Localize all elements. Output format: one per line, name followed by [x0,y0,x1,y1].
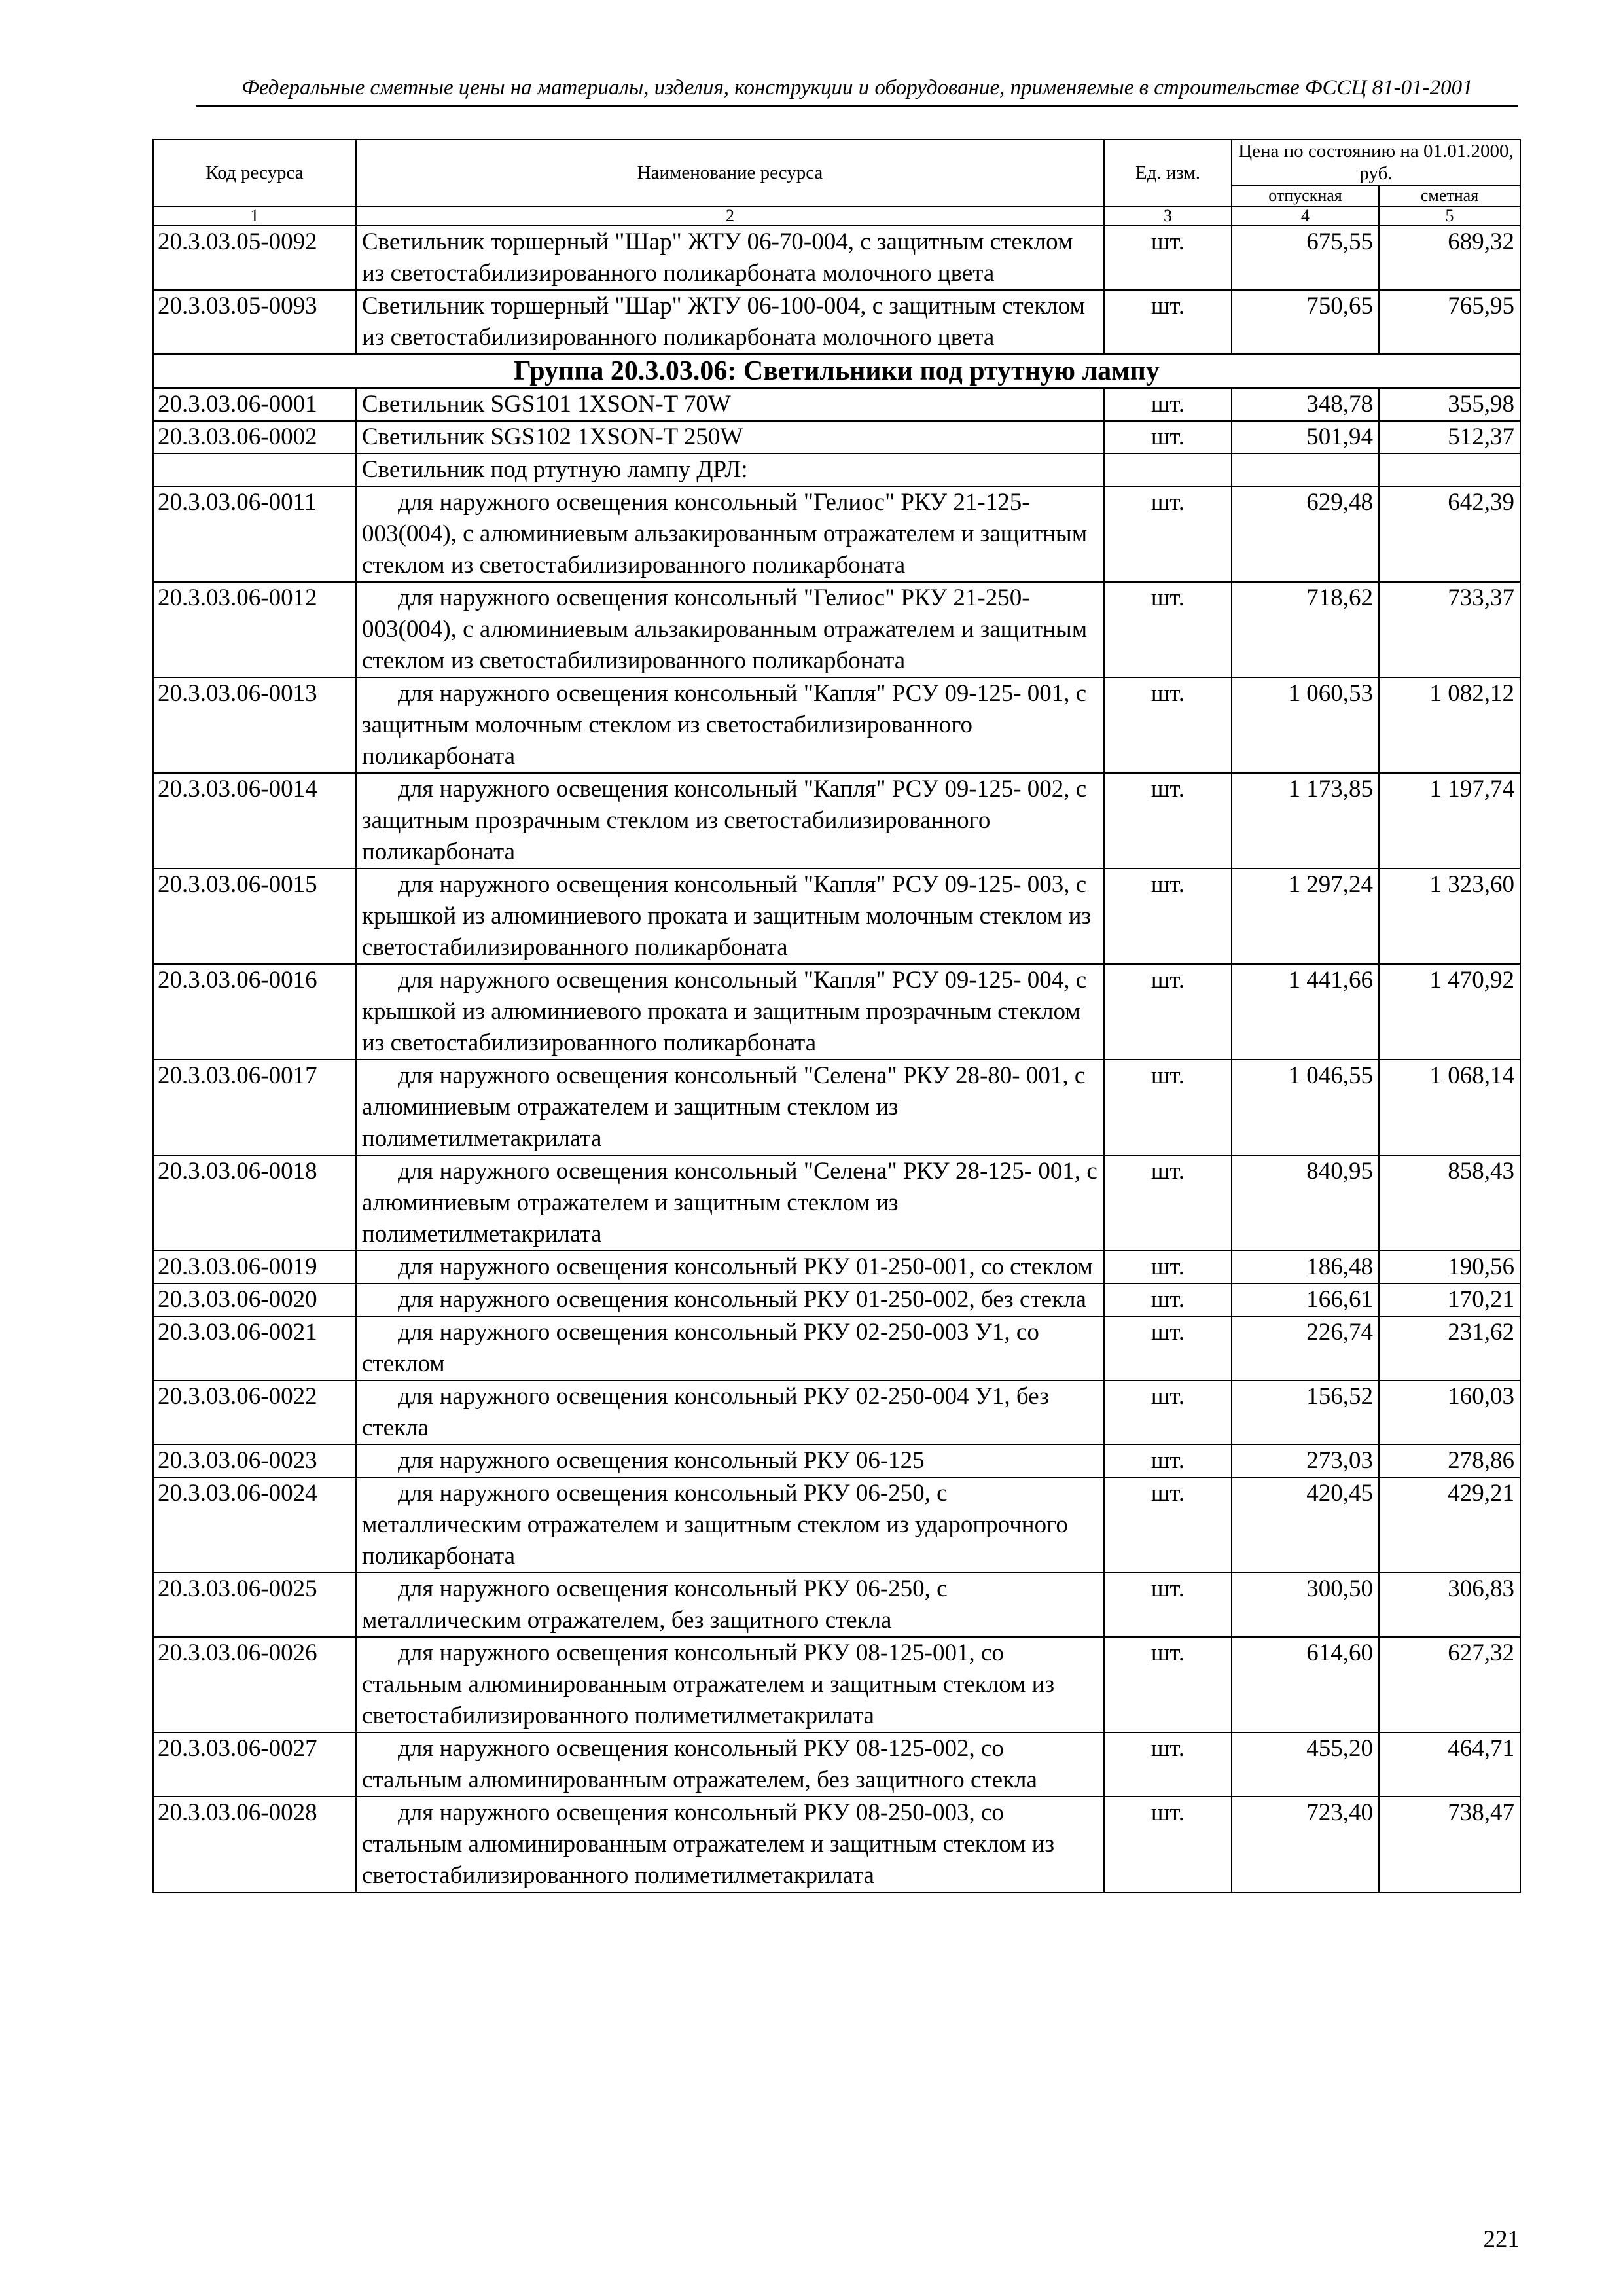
table-row [153,388,1520,421]
price-estimate: 306,83 [1379,1573,1520,1637]
table-row [153,964,1520,1060]
table-row [153,1283,1520,1316]
empty-cell [1232,454,1379,486]
page-number: 221 [1483,2226,1520,2253]
price-estimate: 1 323,60 [1379,869,1520,964]
resource-code: 20.3.03.05-0092 [153,226,356,290]
table-row [153,1251,1520,1283]
resource-code: 20.3.03.06-0012 [153,582,356,677]
table-header-row [153,139,1520,185]
resource-code: 20.3.03.06-0020 [153,1283,356,1316]
resource-name: для наружного освещения консольный РКУ 08-250-003, со стальным алюминированным отражателем и защитным стеклом из светостабилизированного полиметилметакрилата [356,1797,1104,1892]
table-row [153,1797,1520,1892]
price-release: 300,50 [1232,1573,1379,1637]
price-release: 629,48 [1232,486,1379,582]
price-release: 1 441,66 [1232,964,1379,1060]
price-release: 675,55 [1232,226,1379,290]
resource-name: для наружного освещения консольный "Гелиос" РКУ 21-250- 003(004), с алюминиевым альзакированным отражателем и защитным стеклом из светостабилизированного поликарбоната [356,582,1104,677]
price-release: 455,20 [1232,1732,1379,1797]
column-number: 2 [356,206,1104,226]
resource-name: для наружного освещения консольный РКУ 02-250-004 У1, без стекла [356,1380,1104,1444]
price-estimate: 738,47 [1379,1797,1520,1892]
price-release: 1 046,55 [1232,1060,1379,1155]
resource-code: 20.3.03.06-0013 [153,677,356,773]
resource-code: 20.3.03.06-0016 [153,964,356,1060]
empty-cell [1379,454,1520,486]
price-estimate: 858,43 [1379,1155,1520,1251]
price-estimate: 1 197,74 [1379,773,1520,869]
resource-code: 20.3.03.06-0015 [153,869,356,964]
resource-unit: шт. [1104,1316,1232,1380]
price-estimate: 733,37 [1379,582,1520,677]
resource-name: для наружного освещения консольный РКУ 06-250, с металлическим отражателем, без защитного стекла [356,1573,1104,1637]
table-row [153,1155,1520,1251]
column-number: 1 [153,206,356,226]
column-number: 3 [1104,206,1232,226]
resource-code: 20.3.03.06-0026 [153,1637,356,1732]
resource-name: для наружного освещения консольный РКУ 08-125-001, со стальным алюминированным отражателем и защитным стеклом из светостабилизированного полиметилметакрилата [356,1637,1104,1732]
resource-unit: шт. [1104,388,1232,421]
price-release: 718,62 [1232,582,1379,677]
table-row [153,1573,1520,1637]
resource-name: для наружного освещения консольный "Капля" РСУ 09-125- 004, с крышкой из алюминиевого проката и защитным прозрачным стеклом из светостабилизированного поликарбоната [356,964,1104,1060]
resource-unit: шт. [1104,486,1232,582]
price-release: 1 297,24 [1232,869,1379,964]
table-row [153,1477,1520,1573]
resource-name: для наружного освещения консольный РКУ 01-250-002, без стекла [356,1283,1104,1316]
price-release: 166,61 [1232,1283,1379,1316]
resource-name: для наружного освещения консольный РКУ 06-125 [356,1444,1104,1477]
subheading-text: Светильник под ртутную лампу ДРЛ: [356,454,1104,486]
resource-name: для наружного освещения консольный РКУ 01-250-001, со стеклом [356,1251,1104,1283]
resource-unit: шт. [1104,1573,1232,1637]
table-row [153,1732,1520,1797]
table-row [153,1060,1520,1155]
price-release: 348,78 [1232,388,1379,421]
column-number-row [153,206,1520,226]
table-row [153,1380,1520,1444]
group-row [153,354,1520,388]
resource-code: 20.3.03.06-0017 [153,1060,356,1155]
resource-name: Светильник SGS102 1XSON-T 250W [356,421,1104,454]
table-row [153,773,1520,869]
resource-name: для наружного освещения консольный "Капля" РСУ 09-125- 001, с защитным молочным стеклом из светостабилизированного поликарбоната [356,677,1104,773]
resource-unit: шт. [1104,1251,1232,1283]
price-estimate: 464,71 [1379,1732,1520,1797]
resource-code: 20.3.03.06-0011 [153,486,356,582]
resource-unit: шт. [1104,1797,1232,1892]
price-release: 840,95 [1232,1155,1379,1251]
price-release: 1 173,85 [1232,773,1379,869]
resource-unit: шт. [1104,869,1232,964]
resource-name: для наружного освещения консольный "Капля" РСУ 09-125- 002, с защитным прозрачным стеклом из светостабилизированного поликарбоната [356,773,1104,869]
resource-code: 20.3.03.06-0014 [153,773,356,869]
header-price-release: отпускная [1232,185,1379,206]
price-estimate: 1 082,12 [1379,677,1520,773]
resource-code: 20.3.03.06-0001 [153,388,356,421]
price-release: 273,03 [1232,1444,1379,1477]
resource-code: 20.3.03.06-0028 [153,1797,356,1892]
resource-unit: шт. [1104,773,1232,869]
resource-unit: шт. [1104,677,1232,773]
header-unit: Ед. изм. [1104,139,1232,206]
table-row [153,421,1520,454]
resource-unit: шт. [1104,1283,1232,1316]
resource-unit: шт. [1104,1155,1232,1251]
price-estimate: 512,37 [1379,421,1520,454]
resource-code: 20.3.03.06-0024 [153,1477,356,1573]
price-estimate: 1 470,92 [1379,964,1520,1060]
resource-name: Светильник торшерный "Шар" ЖТУ 06-70-004, с защитным стеклом из светостабилизированного поликарбоната молочного цвета [356,226,1104,290]
column-number: 4 [1232,206,1379,226]
price-release: 186,48 [1232,1251,1379,1283]
price-estimate: 689,32 [1379,226,1520,290]
resource-unit: шт. [1104,290,1232,354]
group-title: Группа 20.3.03.06: Светильники под ртутную лампу [153,354,1520,388]
resource-code: 20.3.03.06-0022 [153,1380,356,1444]
table-row [153,1444,1520,1477]
resource-name: Светильник торшерный "Шар" ЖТУ 06-100-004, с защитным стеклом из светостабилизированного поликарбоната молочного цвета [356,290,1104,354]
price-release: 614,60 [1232,1637,1379,1732]
resource-name: для наружного освещения консольный РКУ 08-125-002, со стальным алюминированным отражателем, без защитного стекла [356,1732,1104,1797]
price-table-body [153,139,1520,1892]
resource-unit: шт. [1104,582,1232,677]
resource-name: для наружного освещения консольный "Селена" РКУ 28-80- 001, с алюминиевым отражателем и защитным стеклом из полиметилметакрилата [356,1060,1104,1155]
table-row [153,486,1520,582]
price-estimate: 1 068,14 [1379,1060,1520,1155]
price-table [152,139,1521,1893]
resource-code: 20.3.03.06-0018 [153,1155,356,1251]
table-row [153,677,1520,773]
resource-code: 20.3.03.06-0023 [153,1444,356,1477]
price-estimate: 642,39 [1379,486,1520,582]
price-estimate: 190,56 [1379,1251,1520,1283]
resource-name: для наружного освещения консольный "Капля" РСУ 09-125- 003, с крышкой из алюминиевого проката и защитным молочным стеклом из светостабилизированного поликарбоната [356,869,1104,964]
resource-unit: шт. [1104,1444,1232,1477]
empty-cell [1104,454,1232,486]
price-estimate: 355,98 [1379,388,1520,421]
price-release: 156,52 [1232,1380,1379,1444]
header-name: Наименование ресурса [356,139,1104,206]
table-row [153,1316,1520,1380]
subheading-row [153,454,1520,486]
table-row [153,1637,1520,1732]
document-header: Федеральные сметные цены на материалы, изделия, конструкции и оборудование, применяемые в строительстве ФССЦ 81-01-2001 [196,73,1518,107]
resource-unit: шт. [1104,1060,1232,1155]
price-estimate: 160,03 [1379,1380,1520,1444]
price-release: 723,40 [1232,1797,1379,1892]
header-code: Код ресурса [153,139,356,206]
resource-unit: шт. [1104,226,1232,290]
resource-unit: шт. [1104,964,1232,1060]
resource-name: Светильник SGS101 1XSON-T 70W [356,388,1104,421]
price-release: 226,74 [1232,1316,1379,1380]
price-release: 420,45 [1232,1477,1379,1573]
resource-name: для наружного освещения консольный РКУ 02-250-003 У1, со стеклом [356,1316,1104,1380]
price-release: 1 060,53 [1232,677,1379,773]
table-row [153,290,1520,354]
empty-cell [153,454,356,486]
resource-name: для наружного освещения консольный "Гелиос" РКУ 21-125- 003(004), с алюминиевым альзакированным отражателем и защитным стеклом из светостабилизированного поликарбоната [356,486,1104,582]
resource-unit: шт. [1104,1732,1232,1797]
resource-unit: шт. [1104,1477,1232,1573]
resource-code: 20.3.03.06-0019 [153,1251,356,1283]
resource-code: 20.3.03.06-0027 [153,1732,356,1797]
resource-unit: шт. [1104,1637,1232,1732]
column-number: 5 [1379,206,1520,226]
resource-name: для наружного освещения консольный "Селена" РКУ 28-125- 001, с алюминиевым отражателем и защитным стеклом из полиметилметакрилата [356,1155,1104,1251]
price-estimate: 765,95 [1379,290,1520,354]
price-release: 501,94 [1232,421,1379,454]
header-price-estimate: сметная [1379,185,1520,206]
table-row [153,226,1520,290]
price-estimate: 231,62 [1379,1316,1520,1380]
table-row [153,582,1520,677]
resource-code: 20.3.03.05-0093 [153,290,356,354]
table-row [153,869,1520,964]
resource-code: 20.3.03.06-0021 [153,1316,356,1380]
resource-code: 20.3.03.06-0002 [153,421,356,454]
price-estimate: 429,21 [1379,1477,1520,1573]
resource-code: 20.3.03.06-0025 [153,1573,356,1637]
resource-unit: шт. [1104,1380,1232,1444]
resource-name: для наружного освещения консольный РКУ 06-250, с металлическим отражателем и защитным стеклом из ударопрочного поликарбоната [356,1477,1104,1573]
price-estimate: 278,86 [1379,1444,1520,1477]
price-estimate: 627,32 [1379,1637,1520,1732]
price-release: 750,65 [1232,290,1379,354]
price-estimate: 170,21 [1379,1283,1520,1316]
resource-unit: шт. [1104,421,1232,454]
header-price-group: Цена по состоянию на 01.01.2000, руб. [1232,139,1520,185]
